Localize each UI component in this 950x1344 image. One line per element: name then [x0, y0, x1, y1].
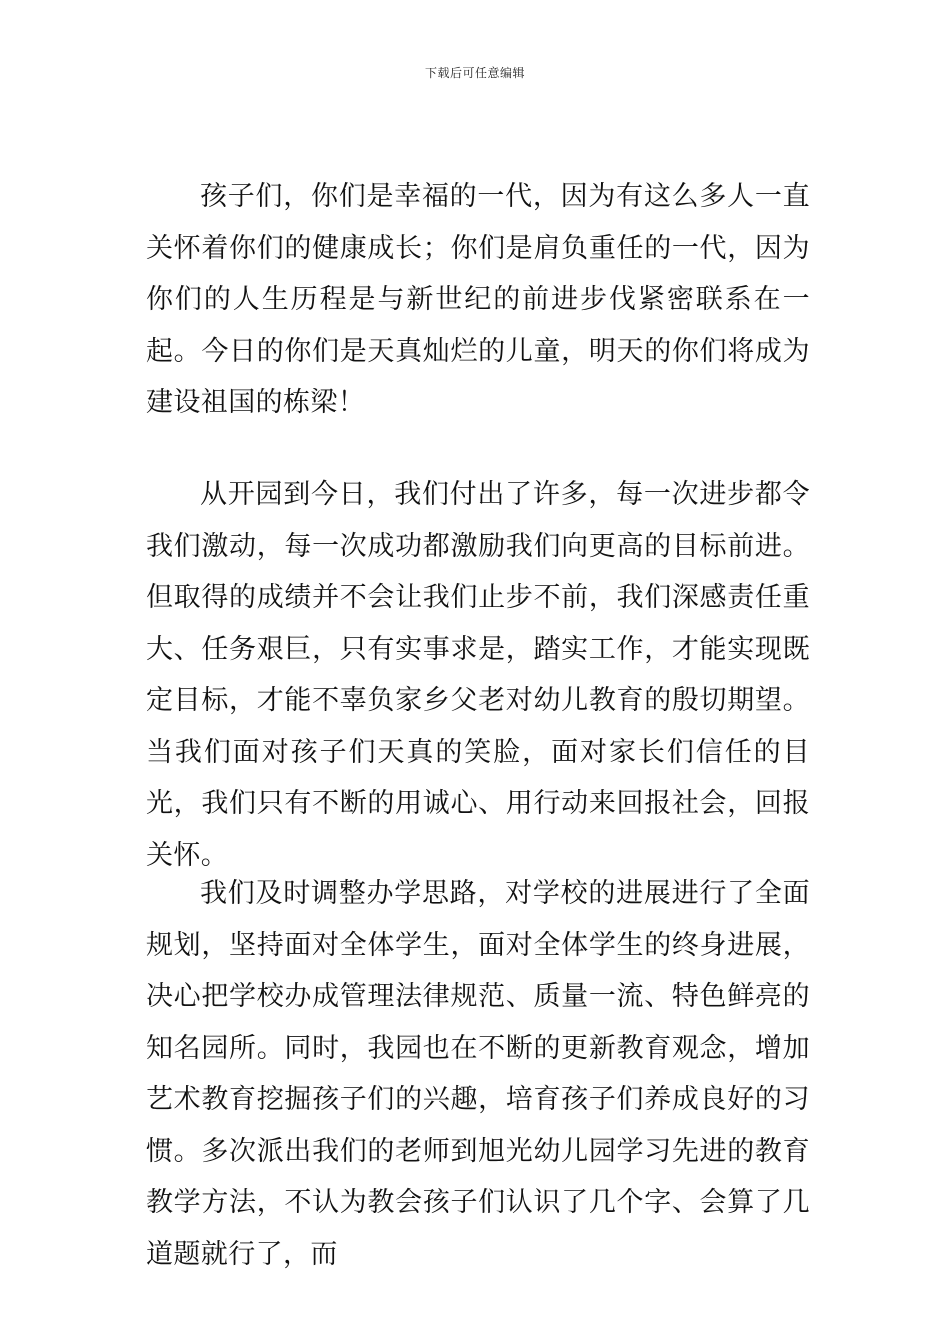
- body-paragraph-2: 从开园到今日，我们付出了许多，每一次进步都令我们激动，每一次成功都激励我们向更高的目标前进。但取得的成绩并不会让我们止步不前，我们深感责任重大、任务艰巨，只有实事求是，踏实工作，才能实现既定目标，才能不辜负家乡父老对幼儿教育的殷切期望。当我们面对孩子们天真的笑脸，面对家长们信任的目光，我们只有不断的用诚心、用行动来回报社会，回报关怀。: [146, 479, 810, 871]
- page-header: 下载后可任意编辑: [424, 66, 525, 80]
- body-paragraph-1: 孩子们，你们是幸福的一代，因为有这么多人一直关怀着你们的健康成长；你们是肩负重任的一代，因为你们的人生历程是与新世纪的前进步伐紧密联系在一起。今日的你们是天真灿烂的儿童，明天的你们将成为建设祖国的栋梁！: [146, 181, 810, 418]
- body-paragraph-3: 我们及时调整办学思路，对学校的进展进行了全面规划，坚持面对全体学生，面对全体学生的终身进展，决心把学校办成管理法律规范、质量一流、特色鲜亮的知名园所。同时，我园也在不断的更新教育观念，增加艺术教育挖掘孩子们的兴趣，培育孩子们养成良好的习惯。多次派出我们的老师到旭光幼儿园学习先进的教育教学方法，不认为教会孩子们认识了几个字、会算了几道题就行了，而: [146, 878, 810, 1270]
